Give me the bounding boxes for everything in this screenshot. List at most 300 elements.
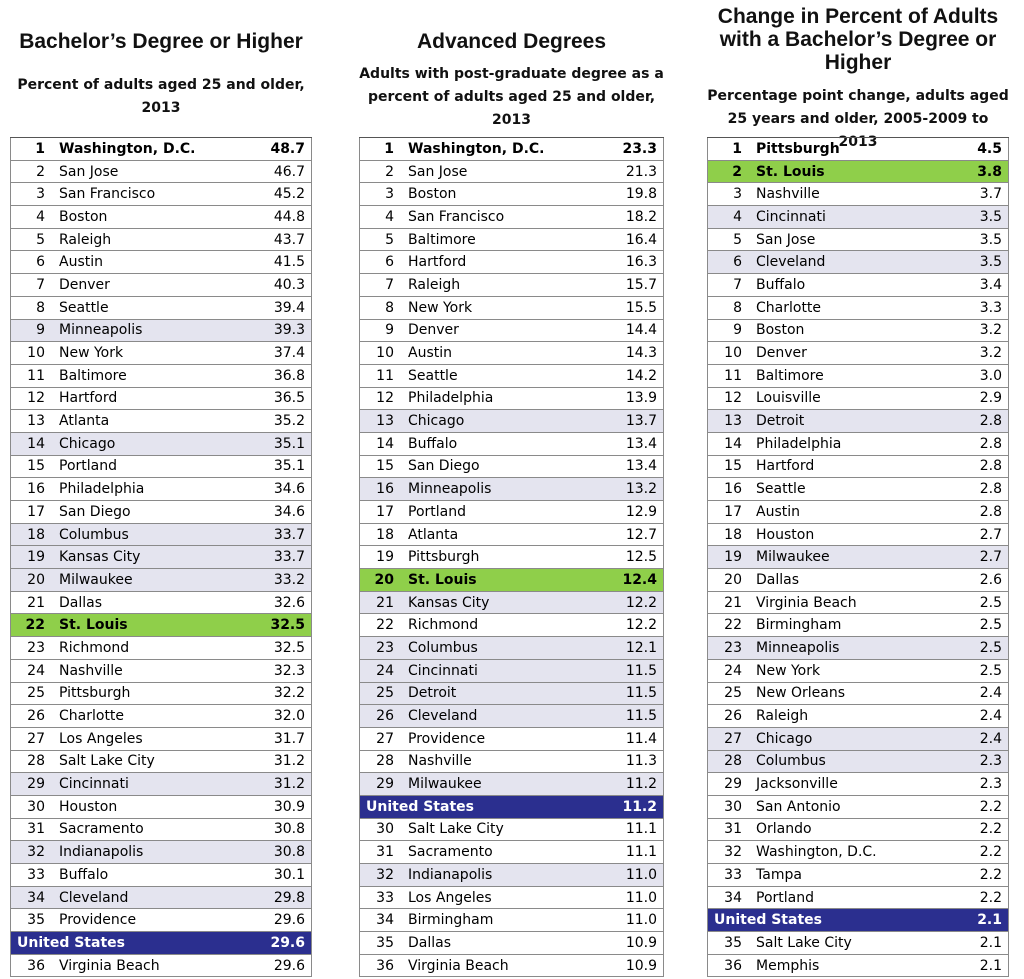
row-rank: 8 <box>733 299 742 316</box>
row-value: 16.3 <box>625 254 657 271</box>
row-rank: 14 <box>724 435 742 452</box>
row-city: Portland <box>408 503 466 520</box>
row-city: United States <box>714 912 822 929</box>
row-value: 11.5 <box>625 662 657 679</box>
row-city: Birmingham <box>408 912 494 929</box>
row-value: 32.2 <box>273 685 305 702</box>
row-city: Cleveland <box>59 889 129 906</box>
us-average-row <box>707 909 1009 932</box>
table-row <box>10 569 312 592</box>
row-rank: 21 <box>376 594 394 611</box>
row-city: Baltimore <box>756 367 824 384</box>
row-value: 13.9 <box>625 390 657 407</box>
table-row <box>10 410 312 433</box>
table-row <box>359 342 664 365</box>
row-city: United States <box>17 934 125 951</box>
panel-title: Advanced Degrees <box>416 30 607 53</box>
table-row <box>359 955 664 978</box>
table-row <box>707 546 1009 569</box>
table-row <box>359 161 664 184</box>
row-rank: 25 <box>376 685 394 702</box>
row-value: 35.1 <box>273 458 305 475</box>
row-rank: 6 <box>385 254 394 271</box>
row-rank: 17 <box>724 503 742 520</box>
row-value: 3.0 <box>979 367 1002 384</box>
table-row <box>359 206 664 229</box>
row-rank: 14 <box>27 435 45 452</box>
row-rank: 11 <box>27 367 45 384</box>
row-city: Dallas <box>59 594 103 611</box>
row-rank: 31 <box>724 821 742 838</box>
row-rank: 13 <box>724 413 742 430</box>
table-row <box>10 705 312 728</box>
row-value: 2.5 <box>979 617 1002 634</box>
row-rank: 25 <box>27 685 45 702</box>
row-value: 2.3 <box>979 776 1002 793</box>
table-row <box>10 592 312 615</box>
table-row <box>707 819 1009 842</box>
row-value: 2.4 <box>979 730 1002 747</box>
row-city: Austin <box>756 503 800 520</box>
row-value: 11.1 <box>625 844 657 861</box>
row-value: 30.8 <box>273 821 305 838</box>
row-city: United States <box>366 798 474 815</box>
panel-header <box>359 0 664 136</box>
row-rank: 27 <box>724 730 742 747</box>
row-rank: 24 <box>724 662 742 679</box>
panel-subtitle: Percent of adults aged 25 and older, 2013 <box>17 77 305 116</box>
row-rank: 20 <box>27 571 45 588</box>
table-row <box>359 728 664 751</box>
row-city: Atlanta <box>59 413 110 430</box>
row-rank: 23 <box>724 639 742 656</box>
row-rank: 15 <box>376 458 394 475</box>
table-row <box>707 955 1009 978</box>
row-value: 13.4 <box>625 458 657 475</box>
row-city: Minneapolis <box>408 481 492 498</box>
table-row <box>359 705 664 728</box>
table-row <box>707 728 1009 751</box>
table-row <box>359 614 664 637</box>
row-city: Baltimore <box>408 231 476 248</box>
table-row <box>359 320 664 343</box>
table-row <box>10 138 312 161</box>
row-city: Birmingham <box>756 617 842 634</box>
table-row <box>359 297 664 320</box>
row-city: Baltimore <box>59 367 127 384</box>
row-value: 39.4 <box>273 299 305 316</box>
row-city: Los Angeles <box>408 889 492 906</box>
row-city: Hartford <box>408 254 467 271</box>
table-row <box>10 614 312 637</box>
row-rank: 11 <box>724 367 742 384</box>
table-row <box>10 796 312 819</box>
row-value: 2.6 <box>979 571 1002 588</box>
row-rank: 16 <box>376 481 394 498</box>
row-city: Cleveland <box>756 254 826 271</box>
row-value: 13.4 <box>625 435 657 452</box>
row-value: 29.6 <box>273 912 305 929</box>
row-value: 13.7 <box>625 413 657 430</box>
row-city: Columbus <box>59 526 129 543</box>
row-rank: 1 <box>384 140 394 157</box>
table-row <box>359 751 664 774</box>
panel-header <box>10 0 312 136</box>
row-value: 35.1 <box>273 435 305 452</box>
row-city: Milwaukee <box>59 571 133 588</box>
row-rank: 28 <box>27 753 45 770</box>
row-city: Charlotte <box>756 299 822 316</box>
panel-subtitle: Adults with post-graduate degree as a percent of adults aged 25 and older, 2013 <box>359 66 664 128</box>
row-city: Buffalo <box>59 866 109 883</box>
row-rank: 2 <box>732 163 742 180</box>
row-value: 12.7 <box>625 526 657 543</box>
row-rank: 30 <box>376 821 394 838</box>
row-city: Richmond <box>408 617 479 634</box>
table-row <box>707 592 1009 615</box>
row-rank: 26 <box>724 708 742 725</box>
row-value: 45.2 <box>273 186 305 203</box>
row-city: Raleigh <box>756 708 809 725</box>
row-rank: 20 <box>374 571 394 588</box>
row-city: San Antonio <box>756 798 841 815</box>
row-value: 19.8 <box>625 186 657 203</box>
table-row <box>10 229 312 252</box>
row-city: Philadelphia <box>756 435 842 452</box>
row-rank: 18 <box>724 526 742 543</box>
row-value: 12.2 <box>625 594 657 611</box>
table-row <box>707 751 1009 774</box>
table-row <box>707 433 1009 456</box>
table-row <box>10 161 312 184</box>
table-row <box>707 478 1009 501</box>
row-city: Denver <box>59 276 110 293</box>
table-row <box>10 841 312 864</box>
row-city: San Diego <box>408 458 480 475</box>
row-city: Chicago <box>756 730 813 747</box>
row-rank: 25 <box>724 685 742 702</box>
table-row <box>707 342 1009 365</box>
table-row <box>359 274 664 297</box>
row-city: San Jose <box>59 163 119 180</box>
row-city: Milwaukee <box>756 549 830 566</box>
row-value: 3.8 <box>977 163 1002 180</box>
table-row <box>707 229 1009 252</box>
row-city: Portland <box>756 889 814 906</box>
row-city: Virginia Beach <box>756 594 857 611</box>
row-value: 32.6 <box>273 594 305 611</box>
row-rank: 7 <box>385 276 394 293</box>
row-city: Memphis <box>756 957 820 974</box>
row-value: 11.4 <box>625 730 657 747</box>
row-city: Atlanta <box>408 526 459 543</box>
row-rank: 33 <box>724 866 742 883</box>
row-value: 15.5 <box>625 299 657 316</box>
row-city: Seattle <box>756 481 806 498</box>
row-rank: 12 <box>376 390 394 407</box>
row-rank: 24 <box>27 662 45 679</box>
row-rank: 35 <box>376 934 394 951</box>
row-value: 36.5 <box>273 390 305 407</box>
panel-title: Change in Percent of Adults with a Bachelor’s Degree or Higher <box>717 5 999 74</box>
table-row <box>10 274 312 297</box>
row-city: Seattle <box>59 299 109 316</box>
row-value: 48.7 <box>270 140 305 157</box>
row-city: New York <box>756 662 821 679</box>
ranking-table <box>359 137 664 977</box>
table-row <box>10 546 312 569</box>
row-city: Milwaukee <box>408 776 482 793</box>
row-value: 43.7 <box>273 231 305 248</box>
table-row <box>10 660 312 683</box>
row-value: 2.8 <box>979 435 1002 452</box>
row-city: Charlotte <box>59 708 125 725</box>
table-row <box>359 909 664 932</box>
table-row <box>10 887 312 910</box>
row-rank: 17 <box>376 503 394 520</box>
row-value: 13.2 <box>625 481 657 498</box>
row-rank: 35 <box>27 912 45 929</box>
row-value: 2.8 <box>979 458 1002 475</box>
row-value: 30.9 <box>273 798 305 815</box>
row-city: Chicago <box>408 413 465 430</box>
row-rank: 3 <box>385 186 394 203</box>
row-city: Columbus <box>756 753 826 770</box>
row-rank: 19 <box>724 549 742 566</box>
row-rank: 2 <box>36 163 45 180</box>
row-city: Louisville <box>756 390 821 407</box>
row-value: 12.4 <box>622 571 657 588</box>
row-value: 11.1 <box>625 821 657 838</box>
row-value: 4.5 <box>977 140 1002 157</box>
row-city: San Jose <box>756 231 816 248</box>
table-row <box>359 569 664 592</box>
row-rank: 23 <box>27 639 45 656</box>
row-rank: 28 <box>724 753 742 770</box>
row-city: Detroit <box>756 413 805 430</box>
table-row <box>707 410 1009 433</box>
row-city: Sacramento <box>59 821 144 838</box>
row-value: 39.3 <box>273 322 305 339</box>
row-rank: 4 <box>733 208 742 225</box>
row-value: 34.6 <box>273 481 305 498</box>
row-rank: 33 <box>27 866 45 883</box>
table-row <box>707 456 1009 479</box>
row-value: 2.5 <box>979 662 1002 679</box>
table-row <box>359 660 664 683</box>
row-rank: 21 <box>27 594 45 611</box>
table-row <box>10 365 312 388</box>
table-row <box>707 501 1009 524</box>
table-row <box>707 637 1009 660</box>
row-rank: 22 <box>376 617 394 634</box>
row-value: 10.9 <box>625 934 657 951</box>
table-row <box>707 320 1009 343</box>
row-value: 2.2 <box>979 821 1002 838</box>
row-value: 2.8 <box>979 413 1002 430</box>
ranking-table <box>10 137 312 977</box>
row-rank: 8 <box>385 299 394 316</box>
table-row <box>10 683 312 706</box>
table-row <box>359 229 664 252</box>
row-rank: 16 <box>724 481 742 498</box>
row-value: 2.1 <box>979 957 1002 974</box>
table-row <box>10 478 312 501</box>
row-value: 40.3 <box>273 276 305 293</box>
row-city: Salt Lake City <box>408 821 504 838</box>
row-rank: 22 <box>724 617 742 634</box>
row-rank: 19 <box>27 549 45 566</box>
row-rank: 22 <box>25 617 45 634</box>
row-city: Minneapolis <box>59 322 143 339</box>
table-row <box>359 251 664 274</box>
row-city: Cincinnati <box>408 662 478 679</box>
table-row <box>10 297 312 320</box>
row-value: 11.0 <box>625 889 657 906</box>
row-rank: 34 <box>27 889 45 906</box>
row-value: 3.5 <box>979 231 1002 248</box>
row-value: 34.6 <box>273 503 305 520</box>
row-rank: 5 <box>733 231 742 248</box>
table-row <box>707 297 1009 320</box>
row-city: Pittsburgh <box>59 685 131 702</box>
row-value: 14.2 <box>625 367 657 384</box>
row-value: 2.2 <box>979 889 1002 906</box>
row-value: 30.1 <box>273 866 305 883</box>
row-city: Indianapolis <box>408 866 493 883</box>
row-value: 15.7 <box>625 276 657 293</box>
table-row <box>359 456 664 479</box>
row-rank: 24 <box>376 662 394 679</box>
table-row <box>10 320 312 343</box>
row-city: Jacksonville <box>756 776 838 793</box>
row-city: Dallas <box>756 571 800 588</box>
row-rank: 35 <box>724 934 742 951</box>
table-row <box>707 660 1009 683</box>
row-city: St. Louis <box>408 571 477 588</box>
row-value: 12.2 <box>625 617 657 634</box>
row-rank: 31 <box>27 821 45 838</box>
row-rank: 31 <box>376 844 394 861</box>
row-value: 11.3 <box>625 753 657 770</box>
row-value: 37.4 <box>273 345 305 362</box>
row-rank: 12 <box>724 390 742 407</box>
row-rank: 6 <box>733 254 742 271</box>
table-row <box>707 864 1009 887</box>
table-row <box>10 773 312 796</box>
row-city: Orlando <box>756 821 812 838</box>
row-rank: 18 <box>376 526 394 543</box>
row-value: 11.5 <box>625 708 657 725</box>
table-row <box>707 932 1009 955</box>
table-row <box>10 864 312 887</box>
row-rank: 23 <box>376 639 394 656</box>
table-row <box>707 614 1009 637</box>
row-city: Kansas City <box>59 549 141 566</box>
row-city: Raleigh <box>408 276 461 293</box>
row-city: Salt Lake City <box>756 934 852 951</box>
row-rank: 15 <box>27 458 45 475</box>
row-city: Nashville <box>408 753 472 770</box>
table-row <box>359 524 664 547</box>
row-value: 12.5 <box>625 549 657 566</box>
table-row <box>707 388 1009 411</box>
us-average-row <box>10 932 312 955</box>
row-value: 29.6 <box>273 957 305 974</box>
row-rank: 19 <box>376 549 394 566</box>
table-row <box>10 342 312 365</box>
row-value: 32.5 <box>273 639 305 656</box>
row-city: Cincinnati <box>756 208 826 225</box>
row-value: 2.7 <box>979 549 1002 566</box>
table-row <box>359 887 664 910</box>
row-value: 3.2 <box>979 322 1002 339</box>
row-rank: 13 <box>376 413 394 430</box>
row-rank: 32 <box>27 844 45 861</box>
table-row <box>10 183 312 206</box>
table-row <box>359 546 664 569</box>
table-row <box>359 683 664 706</box>
row-city: Boston <box>59 208 108 225</box>
table-row <box>707 524 1009 547</box>
row-city: Nashville <box>756 186 820 203</box>
row-rank: 3 <box>36 186 45 203</box>
row-value: 2.4 <box>979 708 1002 725</box>
row-city: New York <box>408 299 473 316</box>
row-value: 11.0 <box>625 866 657 883</box>
row-value: 3.3 <box>979 299 1002 316</box>
table-row <box>359 637 664 660</box>
row-city: San Francisco <box>408 208 505 225</box>
table-row <box>707 705 1009 728</box>
table-row <box>707 183 1009 206</box>
row-city: Washington, D.C. <box>59 140 196 157</box>
table-row <box>359 501 664 524</box>
row-city: Boston <box>408 186 457 203</box>
row-city: Los Angeles <box>59 730 143 747</box>
row-value: 2.7 <box>979 526 1002 543</box>
row-city: Columbus <box>408 639 478 656</box>
row-value: 29.8 <box>273 889 305 906</box>
row-rank: 29 <box>27 776 45 793</box>
panel-title: Bachelor’s Degree or Higher <box>19 30 303 53</box>
table-row <box>10 637 312 660</box>
table-row <box>359 365 664 388</box>
row-rank: 1 <box>732 140 742 157</box>
row-rank: 27 <box>27 730 45 747</box>
row-rank: 4 <box>385 208 394 225</box>
row-city: Cincinnati <box>59 776 129 793</box>
row-value: 36.8 <box>273 367 305 384</box>
table-row <box>10 388 312 411</box>
row-value: 10.9 <box>625 957 657 974</box>
table-row <box>10 501 312 524</box>
row-city: Austin <box>408 345 452 362</box>
table-row <box>707 796 1009 819</box>
row-city: San Jose <box>408 163 468 180</box>
row-rank: 36 <box>376 957 394 974</box>
row-rank: 7 <box>733 276 742 293</box>
row-value: 18.2 <box>625 208 657 225</box>
row-city: Virginia Beach <box>59 957 160 974</box>
row-value: 3.2 <box>979 345 1002 362</box>
table-row <box>707 274 1009 297</box>
row-value: 3.7 <box>979 186 1002 203</box>
row-value: 11.5 <box>625 685 657 702</box>
row-city: St. Louis <box>59 617 128 634</box>
row-rank: 13 <box>27 413 45 430</box>
row-city: Kansas City <box>408 594 490 611</box>
